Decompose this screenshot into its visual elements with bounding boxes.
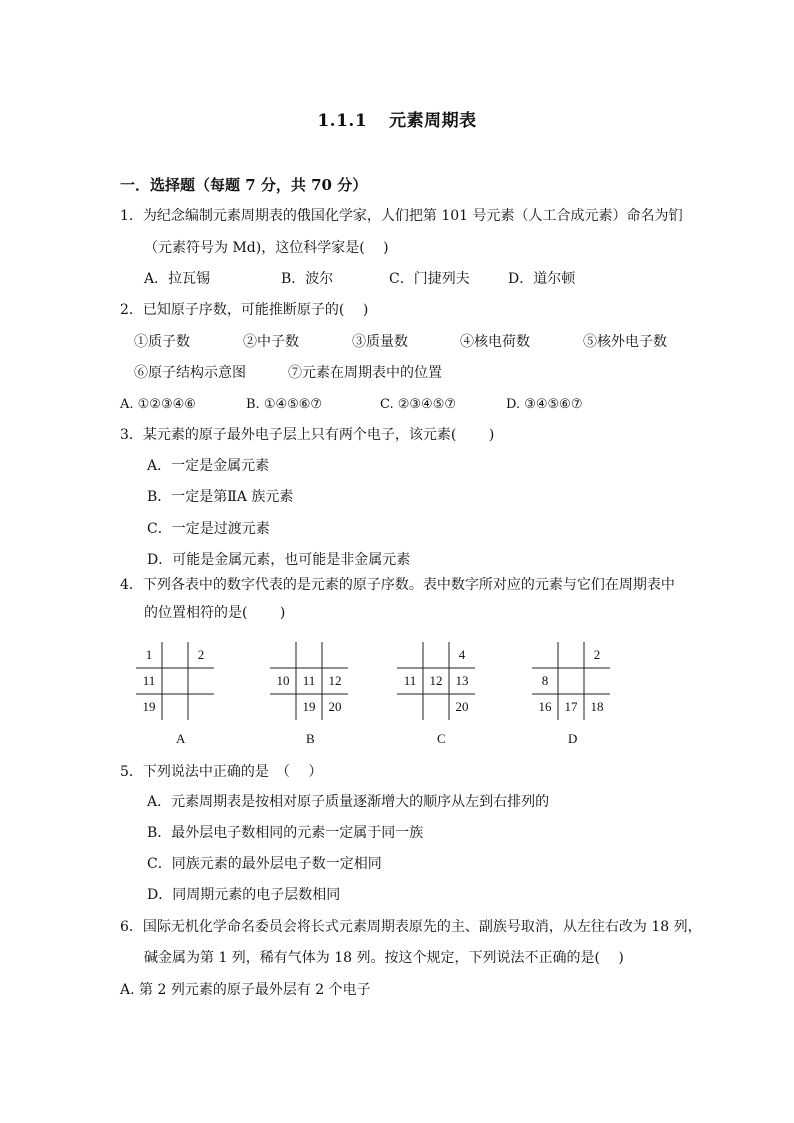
page-title (0, 106, 794, 131)
q5-text-line1: 5．下列说法中正确的是 （ ） (120, 764, 323, 780)
q1-text-line1: 1．为纪念编制元素周期表的俄国化学家，人们把第 101 号元素（人工合成元素）命名为钔 (120, 208, 683, 224)
q2-text-line1: 2．已知原子序数，可能推断原子的( ) (120, 302, 369, 318)
q1-option-a: A．拉瓦锡 (144, 271, 211, 287)
q5-option-c: C．同族元素的最外层电子数一定相同 (147, 856, 382, 872)
q4-grid-a (136, 642, 217, 720)
q1-option-d: D．道尔顿 (508, 271, 576, 287)
q2-item-1: ①质子数 (134, 334, 190, 350)
q3-option-a: A．一定是金属元素 (147, 458, 270, 474)
q2-item-3: ③质量数 (352, 334, 408, 350)
grid-cell (558, 668, 584, 694)
title-number: 1.1.1 (317, 111, 368, 131)
grid-cell (162, 694, 188, 720)
q4-grid-label-d: D (568, 731, 578, 746)
q3-text-line1: 3．某元素的原子最外电子层上只有两个电子，该元素( ) (120, 427, 495, 443)
grid-cell: 12 (429, 673, 443, 688)
grid-cell: 11 (142, 673, 156, 688)
grid-cell (188, 668, 214, 694)
grid-cell (558, 642, 584, 668)
grid-cell: 16 (538, 699, 552, 714)
q2-item-4: ④核电荷数 (460, 334, 530, 350)
grid-cell: 19 (302, 699, 316, 714)
grid-cell (188, 694, 214, 720)
q6-text-line1: 6．国际无机化学命名委员会将长式元素周期表原先的主、副族号取消，从左往右改为 18 列， (120, 919, 702, 935)
q4-text-line2: 的位置相符的是( ) (144, 605, 286, 621)
q4-grid-label-c: C (437, 731, 446, 746)
grid-cell (270, 642, 296, 668)
q1-option-c: C．门捷列夫 (389, 271, 470, 287)
grid-cell (322, 642, 348, 668)
grid-cell (423, 642, 449, 668)
q4-grid-label-a: A (176, 731, 186, 746)
grid-cell: 20 (455, 699, 469, 714)
q2-item-6: ⑥原子结构示意图 (134, 365, 246, 381)
q2-option-b: B. ①④⑤⑥⑦ (246, 397, 323, 412)
grid-cell: 4 (458, 647, 466, 662)
q4-text-line1: 4．下列各表中的数字代表的是元素的原子序数。表中数字所对应的元素与它们在周期表中 (120, 577, 675, 593)
q4-grid-b (270, 642, 351, 720)
q6-text-line2: 碱金属为第 1 列，稀有气体为 18 列。按这个规定，下列说法不正确的是( ) (144, 950, 624, 966)
grid-cell (423, 694, 449, 720)
grid-cell: 10 (276, 673, 290, 688)
grid-cell: 11 (302, 673, 316, 688)
grid-cell (532, 642, 558, 668)
q1-option-b: B．波尔 (281, 271, 334, 287)
grid-cell (397, 642, 423, 668)
q2-option-a: A. ①②③④⑥ (120, 397, 196, 412)
grid-cell (397, 694, 423, 720)
grid-cell (296, 642, 322, 668)
q2-item-2: ②中子数 (243, 334, 299, 350)
grid-cell: 11 (403, 673, 417, 688)
grid-cell: 17 (564, 699, 578, 714)
q5-option-a: A．元素周期表是按相对原子质量逐渐增大的顺序从左到右排列的 (147, 794, 550, 810)
q2-item-7: ⑦元素在周期表中的位置 (288, 365, 442, 381)
title-text: 元素周期表 (389, 111, 477, 131)
grid-cell (584, 668, 610, 694)
q2-option-c: C. ②③④⑤⑦ (380, 397, 457, 412)
q5-option-d: D．同周期元素的电子层数相同 (147, 887, 341, 903)
q1-text-line2: （元素符号为 Md)，这位科学家是( ) (144, 240, 389, 256)
q3-option-c: C．一定是过渡元素 (147, 521, 270, 537)
grid-cell: 2 (197, 647, 205, 662)
grid-cell: 12 (328, 673, 342, 688)
grid-cell (162, 642, 188, 668)
q5-option-b: B．最外层电子数相同的元素一定属于同一族 (147, 825, 424, 841)
grid-cell: 13 (455, 673, 469, 688)
q6-option-a: A. 第 2 列元素的原子最外层有 2 个电子 (120, 982, 371, 998)
grid-cell: 18 (590, 699, 604, 714)
grid-cell: 19 (142, 699, 156, 714)
q2-item-5: ⑤核外电子数 (583, 334, 667, 350)
q4-grid-c (397, 642, 478, 720)
q3-option-d: D．可能是金属元素，也可能是非金属元素 (147, 552, 411, 568)
q4-grid-label-b: B (306, 731, 315, 746)
grid-cell: 2 (593, 647, 601, 662)
q4-grid-d (532, 642, 613, 720)
q3-option-b: B．一定是第ⅡA 族元素 (147, 489, 294, 505)
grid-cell (270, 694, 296, 720)
grid-cell: 1 (145, 647, 153, 662)
section-heading: 一．选择题（每题 7 分，共 70 分） (120, 176, 368, 194)
grid-cell: 20 (328, 699, 342, 714)
q2-option-d: D. ③④⑤⑥⑦ (506, 397, 583, 412)
grid-cell (162, 668, 188, 694)
grid-cell: 8 (541, 673, 549, 688)
